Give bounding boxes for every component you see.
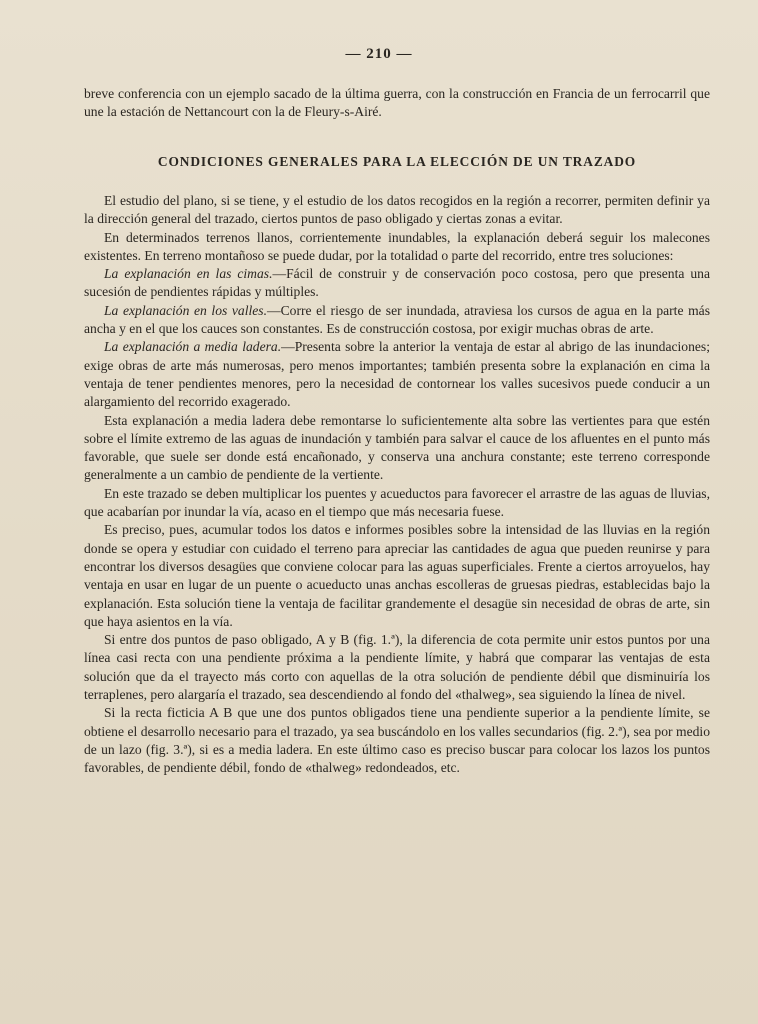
paragraph-4-text: —Corre el riesgo de ser inundada, atraviesa los cursos de agua en la parte más ancha y en el que los cauces son constantes. Es de construcción costosa, por exigir muchas obras de arte. bbox=[84, 302, 710, 337]
intro-section bbox=[84, 85, 710, 122]
paragraph-5 bbox=[84, 338, 710, 411]
intro-paragraph: breve conferencia con un ejemplo sacado de la última guerra, con la construcción en Francia de un ferrocarril que une la estación de Nettancourt con la de Fleury-s-Airé. bbox=[84, 86, 710, 120]
paragraph-4 bbox=[84, 302, 710, 339]
page-number: — 210 — bbox=[345, 46, 413, 62]
section-heading: CONDICIONES GENERALES PARA LA ELECCIÓN DE UN TRAZADO bbox=[157, 154, 637, 169]
paragraph-3 bbox=[84, 265, 710, 302]
paragraph-3-text: —Fácil de construir y de conservación poco costosa, pero que presenta una sucesión de pendientes rápidas y múltiples. bbox=[84, 266, 711, 300]
paragraph-10: Si la recta ficticia A B que une dos puntos obligados tiene una pendiente superior a la pendiente límite, se obtiene el desarrollo necesario para el trazado, ya sea buscándolo en los valles secundarios (fig. 2.ª), sea por medio de un lazo (fig. 3.ª), si es a media ladera. En este último caso es preciso buscar para colocar los lazos los puntos favorables, de pendiente débil, fondo de «thalweg» redondeados, etc. bbox=[84, 705, 710, 776]
paragraph-2: En determinados terrenos llanos, corrientemente inundables, la explanación deberá seguir los malecones existentes. En terreno montañoso se puede dudar, por la totalidad o parte del recorrido, entre tres soluciones: bbox=[84, 229, 710, 263]
paragraph-8: Es preciso, pues, acumular todos los datos e informes posibles sobre la intensidad de las lluvias en la región donde se opera y estudiar con cuidado el terreno para apreciar las cantidades de agua que pueden reunirse y para encontrar los diversos desagües que conviene colocar para las aguas superficiales. Frente a ciertos arroyuelos, hay ventaja en usar en lugar de un puente o acueducto unas anchas escolleras de gruesas piedras, establecidas bajo la explanación. Esta solución tiene la ventaja de facilitar grandemente el desagüe sin necesidad de obras de arte, sin que haya asientos en la vía. bbox=[84, 522, 710, 629]
paragraph-9: Si entre dos puntos de paso obligado, A y B (fig. 1.ª), la diferencia de cota permite unir estos puntos por una línea casi recta con una pendiente próxima a la pendiente límite, y habrá que comparar las ventajas de esta solución que da el trayecto más corto con aquellas de la otra solución de pendiente débil que disminuiría los terraplenes, pero alargaría el trazado, sea descendiendo al fondo del «thalweg», sea siguiendo la línea de nivel. bbox=[84, 632, 710, 703]
paragraph-5-text: —Presenta sobre la anterior la ventaja de estar al abrigo de las inundaciones; exige obras de arte más numerosas, pero menos importantes; también presenta sobre la explanación en cima la ventaja de tener pendientes menores, pero la necesidad de contornear los valles sucesivos puede conducir a un alargamiento del recorrido exagerado. bbox=[84, 339, 710, 410]
main-text bbox=[84, 192, 710, 778]
paragraph-3-label: La explanación en las cimas. bbox=[104, 266, 273, 282]
paragraph-7: En este trazado se deben multiplicar los puentes y acueductos para favorecer el arrastre de las aguas de lluvias, que acabarían por inundar la vía, acaso en el tiempo que más necesaria fuese. bbox=[84, 485, 710, 520]
paragraph-1: El estudio del plano, si se tiene, y el estudio de los datos recogidos en la región a recorrer, permiten definir ya la dirección general del trazado, ciertos puntos de paso obligado y ciertas zonas a evitar. bbox=[84, 193, 710, 227]
paragraph-6: Esta explanación a media ladera debe remontarse lo suficientemente alta sobre las vertientes para que estén sobre el límite extremo de las aguas de inundación y también para salvar el cauce de los afluentes en el punto más favorable, que suele ser donde está encañonado, y conserva una anchura constante; este terreno corresponde generalmente a un cambio de pendiente de la vertiente. bbox=[84, 412, 710, 483]
paragraph-4-label: La explanación en los valles. bbox=[104, 302, 267, 318]
paragraph-5-label: La explanación a media ladera. bbox=[104, 339, 282, 355]
